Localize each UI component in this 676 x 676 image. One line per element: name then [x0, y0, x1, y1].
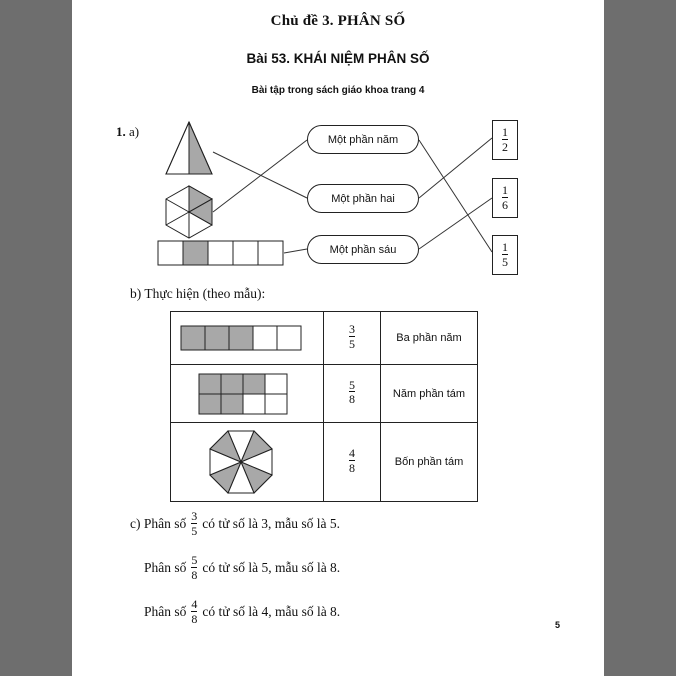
pill-label: Một phần hai — [331, 192, 395, 205]
row1-shape-cell — [171, 312, 324, 365]
answer-pill-mot-phan-nam[interactable] — [307, 125, 419, 154]
table-row — [171, 423, 478, 502]
part-c-line-2 — [144, 554, 340, 581]
row2-fraction-cell — [324, 365, 381, 423]
lesson-subtitle: Bài tập trong sách giáo khoa trang 4 — [251, 85, 425, 96]
exercise-1-part-a — [72, 112, 604, 282]
pill-label: Một phần sáu — [329, 243, 397, 256]
fraction-numerator: 3 — [349, 322, 355, 337]
row2-word-cell: Năm phần tám — [381, 365, 478, 423]
answer-pill-mot-phan-sau[interactable] — [307, 235, 419, 264]
row3-shape-cell — [171, 423, 324, 502]
octagon-8-shape — [171, 424, 311, 500]
fraction — [191, 598, 197, 625]
fraction — [502, 126, 508, 153]
part-a-label: a) — [129, 124, 140, 139]
document-page — [72, 0, 604, 676]
fraction-denominator: 8 — [349, 392, 355, 407]
fraction-denominator: 5 — [502, 255, 508, 269]
fraction — [191, 554, 197, 581]
match-line-hexagon — [213, 140, 307, 212]
fraction-denominator: 6 — [502, 198, 508, 212]
page-sheet — [72, 0, 604, 676]
hexagon-shape — [166, 186, 212, 238]
pill-label: Một phần năm — [327, 133, 399, 146]
fraction — [502, 184, 508, 211]
row3-word-cell: Bốn phần tám — [381, 423, 478, 502]
strip-5-shape — [171, 318, 311, 358]
fraction-denominator: 5 — [349, 336, 355, 351]
answer-pill-mot-phan-hai[interactable] — [307, 184, 419, 213]
row1-fraction-cell — [324, 312, 381, 365]
fraction-numerator: 5 — [349, 377, 355, 392]
row2-shape-cell — [171, 365, 324, 423]
fraction — [502, 241, 508, 268]
part-c-line-1 — [130, 510, 340, 537]
fraction — [349, 323, 355, 350]
match-line-pill3 — [419, 198, 492, 249]
fraction-numerator: 1 — [502, 240, 508, 255]
fraction-denominator: 5 — [191, 523, 198, 538]
lesson-title: Bài 53. KHÁI NIỆM PHÂN SỐ — [246, 51, 430, 66]
line-prefix: Phân số — [144, 559, 187, 575]
page-number: 5 — [554, 620, 560, 630]
triangle-shape — [166, 122, 212, 174]
match-line-triangle — [213, 152, 307, 198]
fraction — [349, 379, 355, 406]
match-line-pill1 — [419, 140, 492, 252]
match-line-strip — [284, 249, 307, 253]
fraction-numerator: 1 — [502, 125, 508, 140]
table-row — [171, 312, 478, 365]
row1-word-cell: Ba phần năm — [381, 312, 478, 365]
line-suffix: có tử số là 3, mẫu số là 5. — [202, 515, 341, 531]
line-prefix: c) Phân số — [130, 515, 187, 531]
grid-8-shape — [171, 368, 311, 420]
fraction-numerator: 1 — [502, 183, 508, 198]
part-c-line-3 — [144, 598, 340, 625]
fraction-box-2[interactable] — [492, 178, 518, 218]
fraction-denominator: 8 — [191, 611, 198, 626]
fraction-numerator: 3 — [191, 509, 198, 523]
fractions-table — [170, 311, 478, 502]
part-b-label: b) Thực hiện (theo mẫu): — [130, 286, 266, 301]
rectangle-strip-shape — [158, 241, 283, 265]
line-prefix: Phân số — [144, 603, 187, 619]
table-row — [171, 365, 478, 423]
fraction-denominator: 8 — [349, 460, 355, 475]
match-line-pill2 — [419, 138, 492, 198]
line-suffix: có tử số là 5, mẫu số là 8. — [202, 559, 341, 575]
fraction — [191, 510, 197, 537]
fraction-denominator: 2 — [502, 140, 508, 154]
fraction-denominator: 8 — [191, 567, 198, 582]
fraction-box-1[interactable] — [492, 120, 518, 160]
fraction-numerator: 4 — [349, 446, 355, 461]
page-title: Chủ đề 3. PHÂN SỐ — [270, 13, 406, 29]
fraction — [349, 447, 355, 474]
fraction-box-3[interactable] — [492, 235, 518, 275]
row3-fraction-cell — [324, 423, 381, 502]
line-suffix: có tử số là 4, mẫu số là 8. — [202, 603, 341, 619]
exercise-number: 1. — [116, 124, 126, 139]
fraction-numerator: 4 — [191, 597, 198, 611]
fraction-numerator: 5 — [191, 553, 198, 567]
